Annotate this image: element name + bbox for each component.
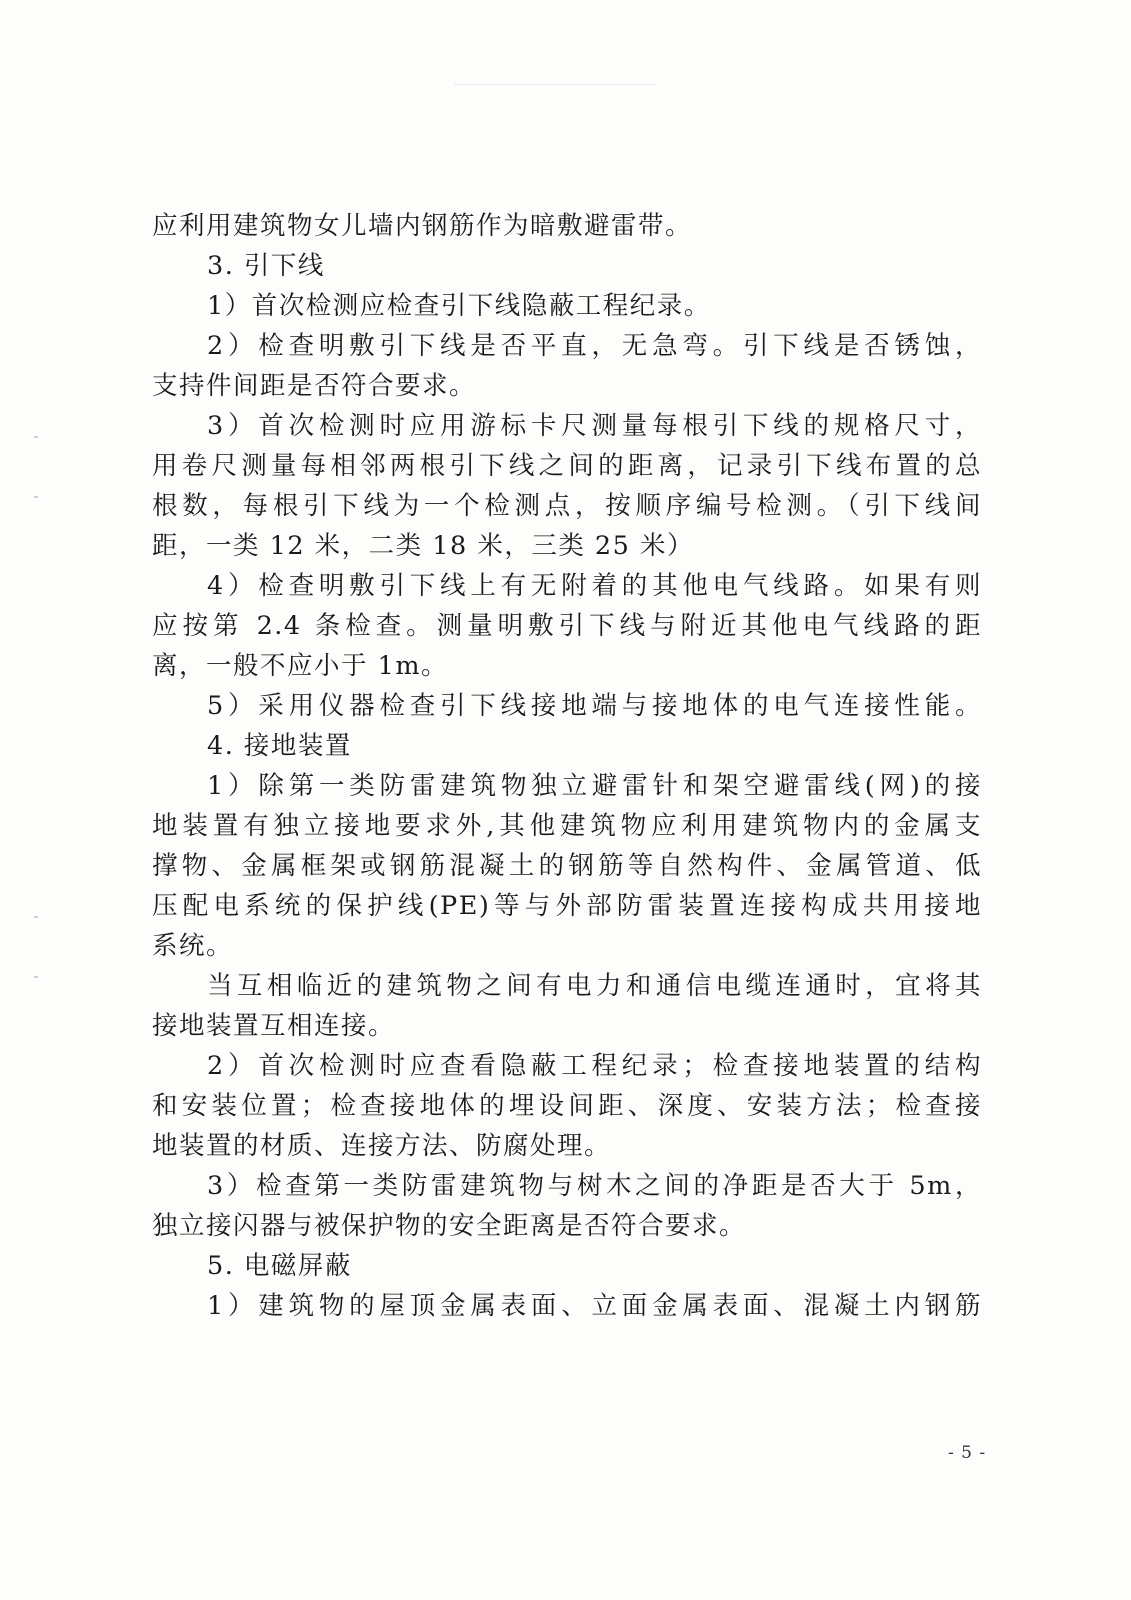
- text-line: 独立接闪器与被保护物的安全距离是否符合要求。: [152, 1211, 747, 1241]
- text-line: 1）建筑物的屋顶金属表面、立面金属表面、混凝土内钢筋: [207, 1291, 982, 1321]
- text-line: 当互相临近的建筑物之间有电力和通信电缆连通时，宜将其: [207, 971, 982, 1001]
- text-line: 接地装置互相连接。: [152, 1011, 396, 1041]
- text-line: 和安装位置；检查接地体的埋设间距、深度、安装方法；检查接: [152, 1091, 982, 1121]
- text-line: 2）检查明敷引下线是否平直，无急弯。引下线是否锈蚀，: [207, 331, 982, 361]
- text-line: 3）首次检测时应用游标卡尺测量每根引下线的规格尺寸，: [207, 411, 982, 441]
- text-line: 应利用建筑物女儿墙内钢筋作为暗敷避雷带。: [152, 211, 693, 241]
- text-line: 2）首次检测时应查看隐蔽工程纪录；检查接地装置的结构: [207, 1051, 982, 1081]
- text-line: 系统。: [152, 931, 234, 961]
- page-number: - 5 -: [948, 1443, 987, 1463]
- text-line: 1）首次检测应检查引下线隐蔽工程纪录。: [207, 291, 711, 321]
- text-line: 地装置的材质、连接方法、防腐处理。: [152, 1131, 612, 1161]
- edge-mark: [34, 976, 38, 978]
- text-line: 5）采用仪器检查引下线接地端与接地体的电气连接性能。: [207, 691, 982, 721]
- text-line: 应按第 2.4 条检查。测量明敷引下线与附近其他电气线路的距: [152, 611, 982, 641]
- edge-mark: [34, 916, 38, 918]
- text-line: 3）检查第一类防雷建筑物与树木之间的净距是否大于 5m，: [207, 1171, 982, 1201]
- section-heading: 4. 接地装置: [207, 731, 352, 761]
- text-line: 支持件间距是否符合要求。: [152, 371, 477, 401]
- section-heading: 5. 电磁屏蔽: [207, 1251, 352, 1281]
- header-bleed-through: [455, 84, 655, 93]
- text-line: 撑物、金属框架或钢筋混凝土的钢筋等自然构件、金属管道、低: [152, 851, 982, 881]
- text-line: 1）除第一类防雷建筑物独立避雷针和架空避雷线(网)的接: [207, 771, 982, 801]
- body-text: [152, 206, 982, 1326]
- edge-mark: [34, 436, 38, 438]
- text-line: 根数，每根引下线为一个检测点，按顺序编号检测。（引下线间: [152, 491, 982, 521]
- section-heading: 3. 引下线: [207, 251, 325, 281]
- edge-mark: [34, 496, 38, 498]
- text-line: 用卷尺测量每相邻两根引下线之间的距离，记录引下线布置的总: [152, 451, 982, 481]
- text-line: 离，一般不应小于 1m。: [152, 651, 449, 681]
- text-line: 压配电系统的保护线(PE)等与外部防雷装置连接构成共用接地: [152, 891, 982, 921]
- text-line: 4）检查明敷引下线上有无附着的其他电气线路。如果有则: [207, 571, 982, 601]
- text-line: 距，一类 12 米，二类 18 米，三类 25 米）: [152, 531, 694, 561]
- text-line: 地装置有独立接地要求外,其他建筑物应利用建筑物内的金属支: [152, 811, 982, 841]
